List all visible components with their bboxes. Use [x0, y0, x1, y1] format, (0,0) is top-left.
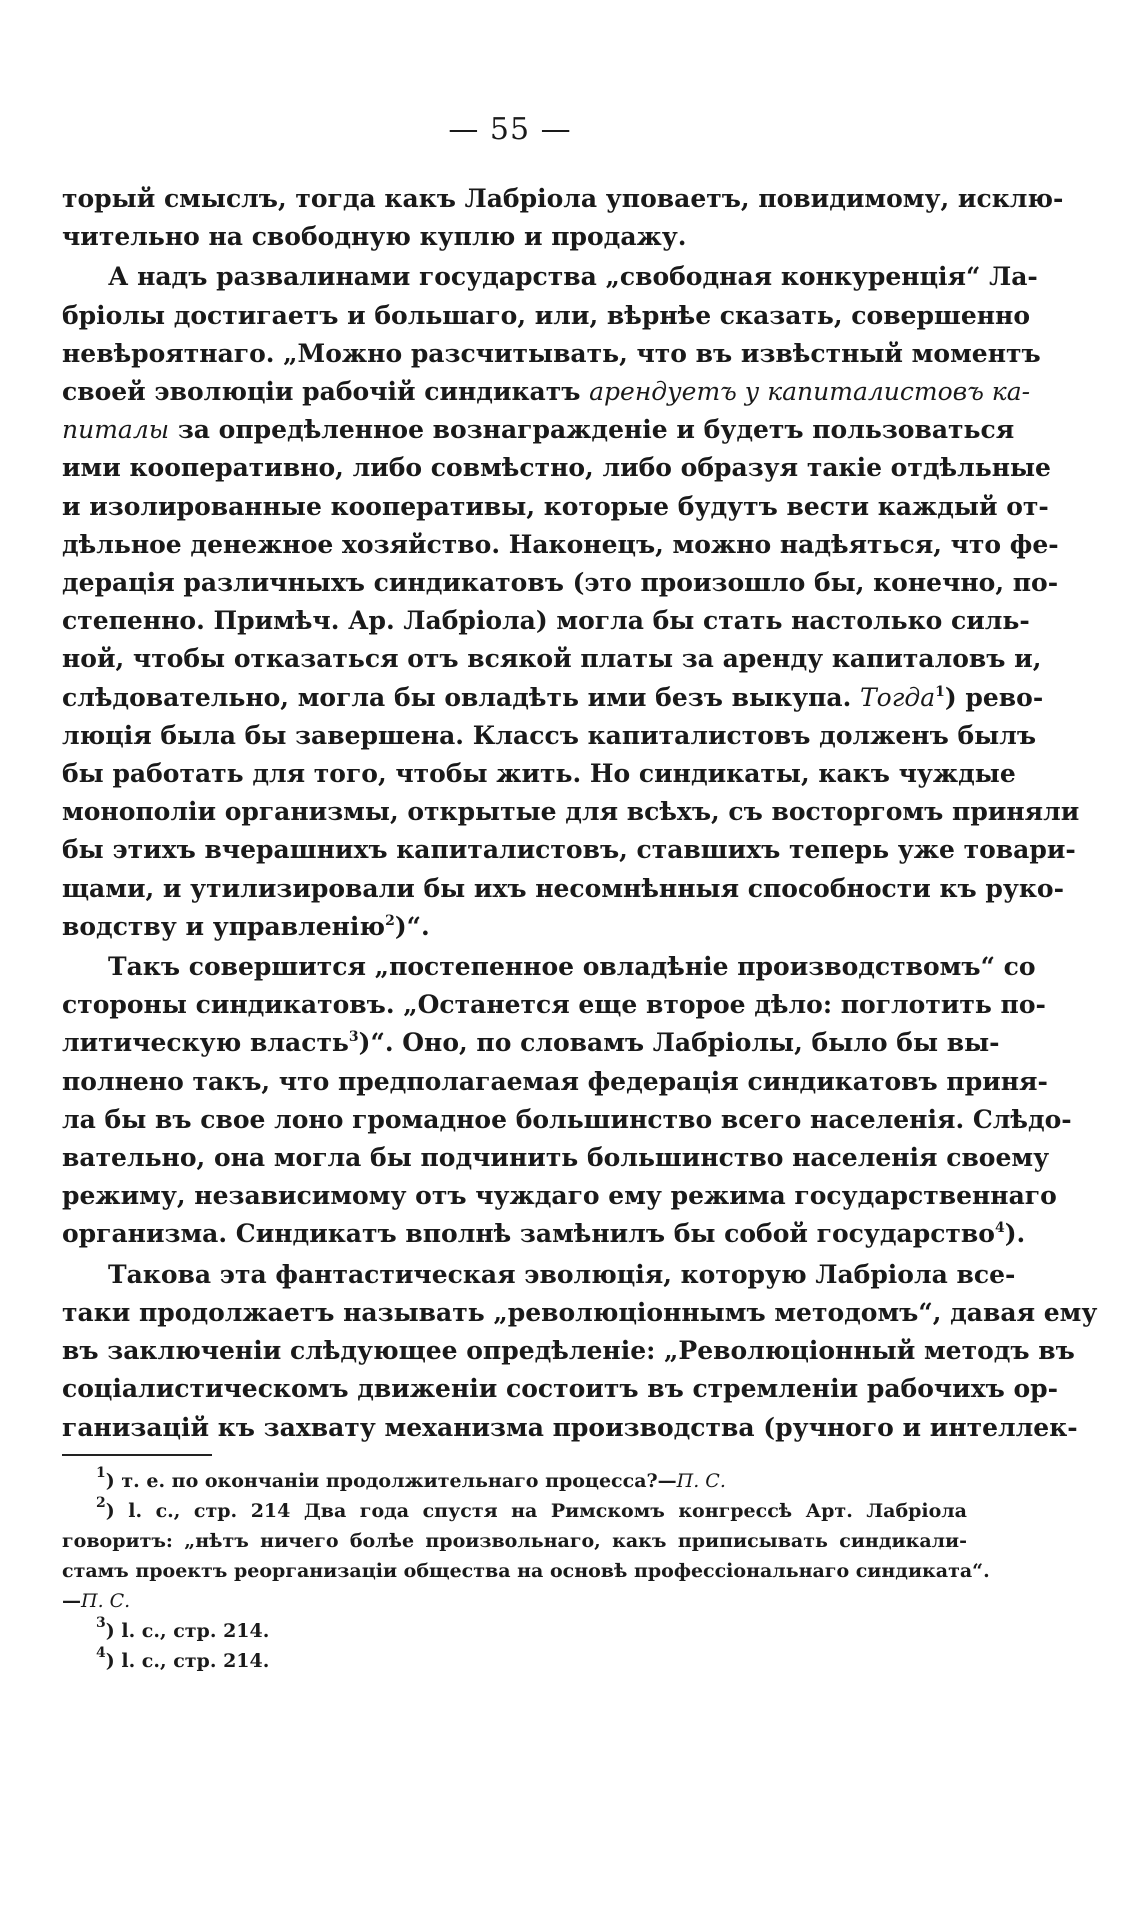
text-line: Такъ совершится „постепенное овладѣніе производствомъ“ со	[108, 952, 1036, 982]
paragraph-2	[62, 258, 1080, 946]
text-line: торый смыслъ, тогда какъ Лабріола уповаетъ, повидимому, исклю-	[62, 184, 1064, 213]
italic-word: Тогда	[860, 682, 936, 712]
text-line: А надъ развалинами государства „свободная конкуренція“ Ла-	[108, 262, 1038, 292]
text-line: невѣроятнаго. „Можно разсчитывать, что въ извѣстный моментъ	[62, 338, 1041, 368]
footnote-ref: 3	[348, 1029, 359, 1046]
text-line: монополіи организмы, открытые для всѣхъ, съ восторгомъ приняли	[62, 797, 1080, 827]
paragraph-1	[62, 180, 1064, 256]
page-number: — 55 —	[448, 112, 572, 147]
text-line: бы этихъ вчерашнихъ капиталистовъ, ставшихъ теперь уже товари-	[62, 835, 1076, 865]
footnote-4: $^4$) l. c., стр. 214.	[96, 1645, 270, 1672]
text-line: дѣльное денежное хозяйство. Наконецъ, можно надѣяться, что фе-	[62, 529, 1059, 559]
text-line: дерація различныхъ синдикатовъ (это произошло бы, конечно, по-	[62, 568, 1059, 598]
text-line: въ заключеніи слѣдующее опредѣленіе: „Революціонный методъ въ	[62, 1336, 1075, 1366]
text-line: и изолированные кооперативы, которые будутъ вести каждый от-	[62, 491, 1049, 521]
italic-phrase: питалы	[62, 415, 170, 445]
text-line: бріолы достигаетъ и большаго, или, вѣрнѣе сказать, совершенно	[62, 300, 1030, 330]
text-line: ной, чтобы отказаться отъ всякой платы за аренду капиталовъ и,	[62, 644, 1042, 674]
footnote-2: $^2$) l. c., стр. 214 Два года спустя на Римскомъ конгрессѣ Арт. Лабріола говоритъ: „нѣтъ ничего болѣе произвольнаго, какъ приписывать синдикали- стамъ проектъ реорганизаціи общества на основѣ профессіональнаго синдиката“. —П. С.	[62, 1495, 990, 1612]
text-line: ла бы въ свое лоно громадное большинство всего населенія. Слѣдо-	[62, 1104, 1072, 1134]
text-line: щами, и утилизировали бы ихъ несомнѣнныя способности къ руко-	[62, 873, 1064, 903]
text-line: вательно, она могла бы подчинить большинство населенія своему	[62, 1143, 1050, 1173]
text-line: организма. Синдикатъ вполнѣ замѣнилъ бы собой государство$^4$).	[62, 1219, 1026, 1249]
footnote-ref: 1	[935, 683, 945, 700]
text-line: питалы за опредѣленное вознагражденіе и будетъ пользоваться	[62, 415, 1015, 445]
text-line: Такова эта фантастическая эволюція, которую Лабріола все-	[108, 1259, 1016, 1289]
footnote-divider	[62, 1454, 212, 1456]
text-line: слѣдовательно, могла бы овладѣть ими безъ выкупа. Тогда$^1$) рево-	[62, 682, 1044, 712]
paragraph-4	[62, 1256, 1098, 1447]
text-line: водству и управленію$^2$)“.	[62, 911, 430, 941]
text-line: стороны синдикатовъ. „Останется еще второе дѣло: поглотить по-	[62, 990, 1046, 1020]
text-line: бы работать для того, чтобы жить. Но синдикаты, какъ чуждые	[62, 759, 1016, 789]
footnote-1: $^1$) т. е. по окончаніи продолжительнаго процесса?—П. С.	[96, 1465, 726, 1492]
text-line: режиму, независимому отъ чуждаго ему режима государственнаго	[62, 1181, 1057, 1211]
main-text	[62, 180, 1098, 1447]
text-line: полнено такъ, что предполагаемая федерація синдикатовъ приня-	[62, 1066, 1048, 1096]
paragraph-3	[62, 948, 1072, 1254]
text-line: таки продолжаетъ называть „революціоннымъ методомъ“, давая ему	[62, 1297, 1098, 1327]
text-line: люція была бы завершена. Классъ капиталистовъ долженъ былъ	[62, 720, 1037, 750]
italic-phrase: арендуетъ у капиталистовъ ка-	[589, 377, 1031, 407]
text-line: соціалистическомъ движеніи состоитъ въ стремленіи рабочихъ ор-	[62, 1374, 1059, 1404]
text-line: ганизацій къ захвату механизма производства (ручного и интеллек-	[62, 1412, 1078, 1442]
footnotes	[62, 1465, 990, 1676]
text-line: степенно. Примѣч. Ар. Лабріола) могла бы стать настолько силь-	[62, 606, 1030, 636]
footnote-ref: 4	[994, 1220, 1005, 1237]
footnote-3: $^3$) l. c., стр. 214.	[96, 1615, 270, 1642]
text-line: своей эволюціи рабочій синдикатъ арендуетъ у капиталистовъ ка-	[62, 377, 1031, 407]
text-line: ими кооперативно, либо совмѣстно, либо образуя такіе отдѣльные	[62, 453, 1051, 483]
footnote-ref: 2	[385, 912, 395, 929]
text-line: чительно на свободную куплю и продажу.	[62, 222, 687, 252]
text-line: литическую власть$^3$)“. Оно, по словамъ Лабріолы, было бы вы-	[62, 1028, 1000, 1058]
